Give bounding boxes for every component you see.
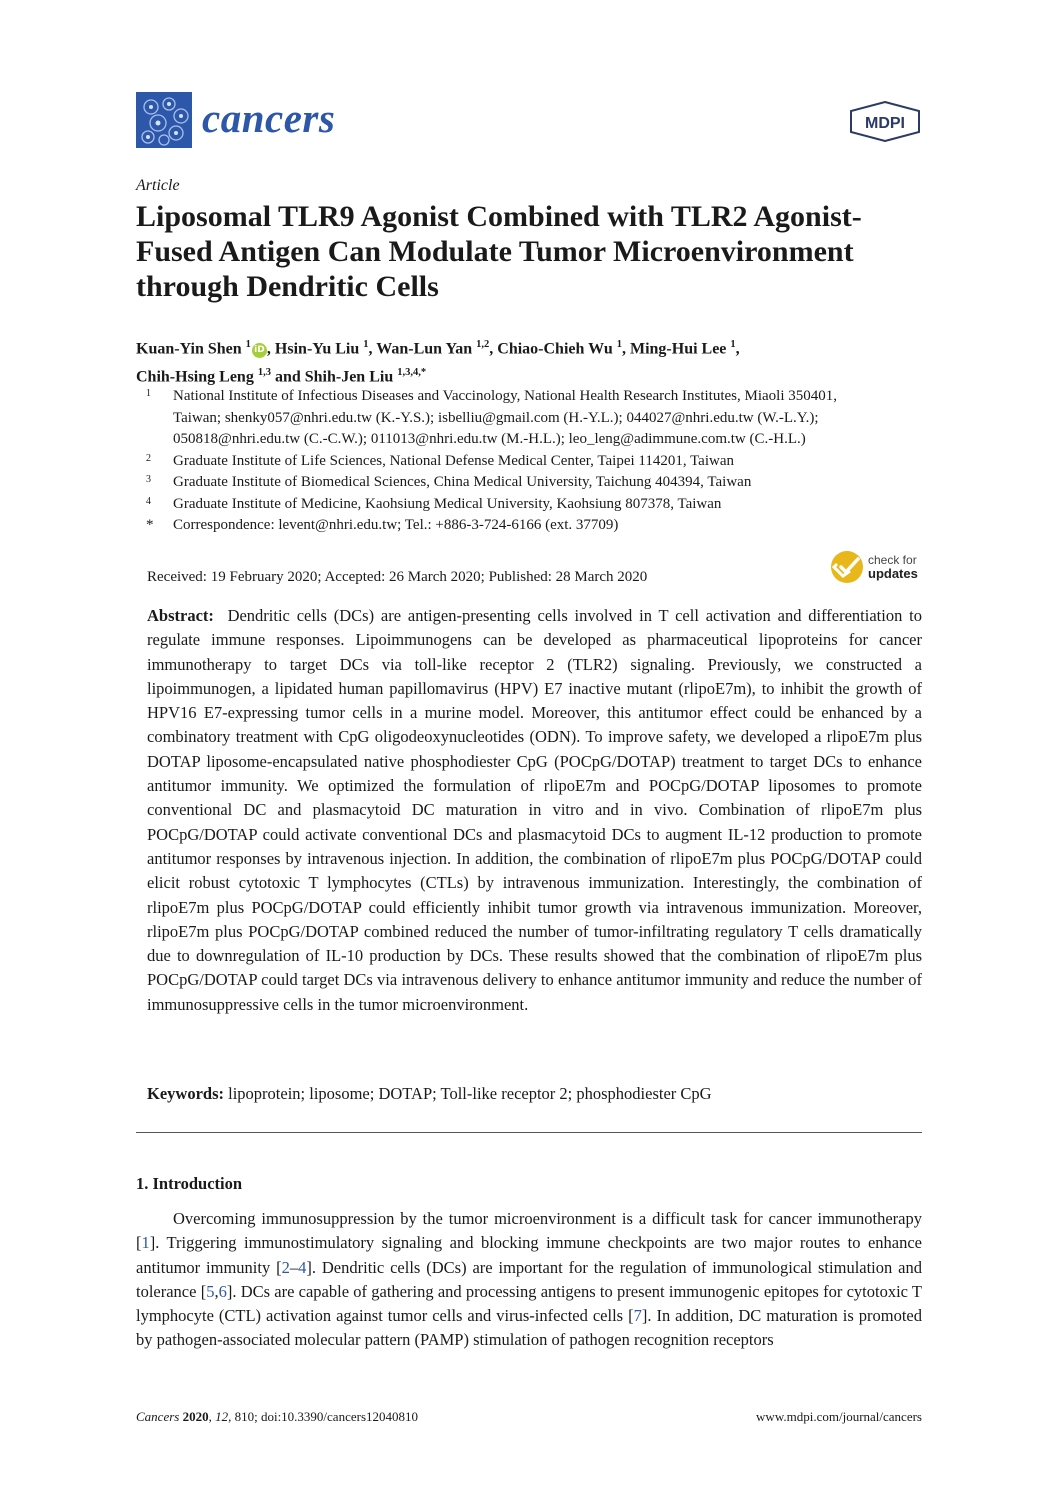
footer-journal-url[interactable]: www.mdpi.com/journal/cancers: [756, 1409, 922, 1424]
author-separator: ,: [735, 340, 740, 358]
paragraph-text: ]. Dendritic cells (DCs) are important for the regulation of immunological stimulation and tolerance [: [136, 1257, 922, 1301]
citation-link[interactable]: 5: [206, 1281, 215, 1301]
keywords-text: lipoprotein; liposome; DOTAP; Toll-like receptor 2; phosphodiester CpG: [228, 1084, 712, 1103]
author-affiliation-marker: 1: [363, 339, 369, 350]
author-affiliation-marker: 1: [245, 339, 251, 350]
journal-logo-icon: [136, 92, 192, 148]
publication-dates: Received: 19 February 2020; Accepted: 26 March 2020; Published: 28 March 2020: [147, 569, 648, 585]
author-name[interactable]: Hsin-Yu Liu: [274, 340, 364, 358]
author-name[interactable]: Ming-Hui Lee: [629, 340, 731, 358]
author-affiliation-marker: 1: [616, 339, 622, 350]
check-updates-icon: [830, 550, 864, 584]
affiliation-text: Graduate Institute of Biomedical Sciences, China Medical University, Taichung 404394, Taiwan: [173, 474, 752, 490]
publisher-name: MDPI: [865, 115, 905, 132]
affiliation-text: National Institute of Infectious Diseases and Vaccinology, National Health Research Institutes, Miaoli 350401,: [173, 388, 838, 404]
affiliation-number: 4: [146, 495, 151, 507]
paragraph-text: ]. Triggering immunostimulatory signaling and blocking immune checkpoints are two major routes to enhance antitumor immunity [: [136, 1233, 922, 1277]
affiliation-number: 2: [146, 452, 151, 464]
footer-year: 2020: [182, 1409, 209, 1424]
affiliation-item: [136, 386, 926, 451]
footer-volume: 12: [215, 1409, 229, 1424]
footer-citation: Cancers 2020, 12, 810; doi:10.3390/cancers12040810: [136, 1409, 419, 1424]
affiliation-number: *: [146, 517, 154, 533]
affiliation-item: [136, 472, 926, 494]
paragraph-text: ]. In addition, DC maturation is promoted by pathogen-associated molecular pattern (PAMP) stimulation of pathogen recognition receptors: [136, 1306, 922, 1350]
affiliation-text: 050818@nhri.edu.tw (C.-C.W.); 011013@nhri.edu.tw (M.-H.L.); leo_leng@adimmune.com.tw (C.-H.L.): [173, 431, 806, 447]
check-updates-line2: updates: [868, 566, 918, 581]
orcid-icon[interactable]: iD: [252, 343, 267, 358]
abstract-label: Abstract:: [147, 606, 214, 625]
author-affiliation-marker: 1,3: [257, 367, 271, 379]
affiliation-number: 3: [146, 474, 151, 485]
author-affiliation-marker: 1,2: [476, 339, 490, 350]
section-heading: 1. Introduction: [136, 1174, 243, 1193]
author-separator: and: [270, 368, 305, 386]
affiliation-text: Taiwan; shenky057@nhri.edu.tw (K.-Y.S.); isbelliu@gmail.com (H.-Y.L.); 044027@nhri.edu.tw (W.-L.Y.);: [173, 409, 819, 426]
footer-journal: Cancers: [136, 1409, 180, 1424]
check-for-updates-badge[interactable]: [830, 550, 925, 586]
affiliation-item: [136, 494, 926, 516]
paragraph-text: ,: [214, 1281, 219, 1301]
journal-name: cancers: [202, 95, 336, 141]
author-name[interactable]: Kuan-Yin Shen: [136, 340, 246, 358]
paragraph-text: Overcoming immunosuppression by the tumor microenvironment is a difficult task for cancer immunotherapy [: [136, 1209, 922, 1253]
citation-link[interactable]: 2: [281, 1257, 290, 1277]
check-updates-line1: check for: [868, 553, 917, 567]
author-affiliation-marker: 1: [730, 339, 736, 350]
abstract-text: Dendritic cells (DCs) are antigen-presenting cells involved in T cell activation and differentiation to regulate immune responses. Lipoimmunogens can be developed as pharmaceutical lipoproteins for cancer immunotherapy to target DCs via toll-like receptor 2 (TLR2) signaling. Previously, we constructed a lipoimmunogen, a lipidated human papillomavirus (HPV) E7 inactive mutant (rlipoE7m), to inhibit the growth of HPV16 E7-expressing tumor cells in a murine model. Moreover, this antitumor effect could be enhanced by a combinatory treatment with CpG oligodeoxynucleotides (ODN). To improve safety, we developed a rlipoE7m plus DOTAP liposome-encapsulated native phosphodiester CpG (POCpG/DOTAP) treatment to target DCs to enhance antitumor immunity. We optimized the formulation of rlipoE7m and POCpG/DOTAP liposomes to promote conventional DC and plasmacytoid DC maturation in vitro and in vivo. Combination of rlipoE7m plus POCpG/DOTAP could activate conventional DCs and plasmacytoid DCs to augment IL-12 production to promote antitumor responses by intravenous injection. In addition, the combination of rlipoE7m plus POCpG/DOTAP could elicit robust cytotoxic T lymphocytes (CTLs) by intravenous immunization. Interestingly, the combination of rlipoE7m plus POCpG/DOTAP could efficiently inhibit tumor growth via intravenous immunization. Moreover, rlipoE7m plus POCpG/DOTAP combined reduced the number of tumor-infiltrating regulatory T cells dramatically due to downregulation of IL-10 production by DCs. These results showed that the combination of rlipoE7m plus POCpG/DOTAP could target DCs via intravenous delivery to enhance antitumor immunity and reduce the number of immunosuppressive cells in the tumor microenvironment.: [147, 606, 923, 1014]
author-name[interactable]: Wan-Lun Yan: [376, 340, 477, 358]
citation-link[interactable]: 6: [218, 1281, 227, 1301]
paragraph-text: –: [289, 1257, 299, 1277]
abstract: [147, 604, 922, 1017]
citation-link[interactable]: 7: [633, 1306, 642, 1326]
affiliation-item: [136, 451, 926, 473]
author-name[interactable]: Chiao-Chieh Wu: [497, 340, 617, 358]
affiliation-item: [136, 515, 926, 537]
introduction-paragraph: [136, 1207, 922, 1353]
affiliation-text: Graduate Institute of Life Sciences, National Defense Medical Center, Taipei 114201, Taiwan: [173, 452, 734, 469]
author-separator: ,: [489, 340, 498, 358]
citation-link[interactable]: 4: [298, 1257, 307, 1277]
author-separator: ,: [266, 340, 275, 358]
mdpi-logo-icon: [848, 101, 922, 142]
author-name[interactable]: Chih-Hsing Leng: [136, 368, 258, 386]
affiliation-text: Graduate Institute of Medicine, Kaohsiung Medical University, Kaohsiung 807378, Taiwan: [173, 495, 722, 512]
affiliation-text: Correspondence: levent@nhri.edu.tw; Tel.: +886-3-724-6166 (ext. 37709): [173, 517, 619, 533]
keywords: [147, 1083, 922, 1105]
author-affiliation-marker: 1,3,4,*: [397, 367, 427, 379]
article-type: Article: [136, 177, 180, 194]
citation-link[interactable]: 1: [141, 1233, 150, 1253]
section-divider: [136, 1132, 922, 1133]
author-separator: ,: [368, 340, 377, 358]
author-name[interactable]: Shih-Jen Liu: [304, 368, 398, 386]
paper-title: Liposomal TLR9 Agonist Combined with TLR2 Agonist-Fused Antigen Can Modulate Tumor Microenvironment through Dendritic Cells: [136, 200, 862, 303]
paragraph-text: ]. DCs are capable of gathering and processing antigens to present immunogenic epitopes for cytotoxic T lymphocyte (CTL) activation against tumor cells and virus-infected cells [: [136, 1281, 922, 1326]
author-list: [136, 333, 926, 390]
affiliation-list: [136, 386, 926, 537]
author-separator: ,: [621, 340, 630, 358]
footer-doi: , 810; doi:10.3390/cancers12040810: [228, 1409, 419, 1424]
keywords-label: Keywords:: [147, 1084, 224, 1103]
affiliation-number: 1: [146, 388, 151, 399]
